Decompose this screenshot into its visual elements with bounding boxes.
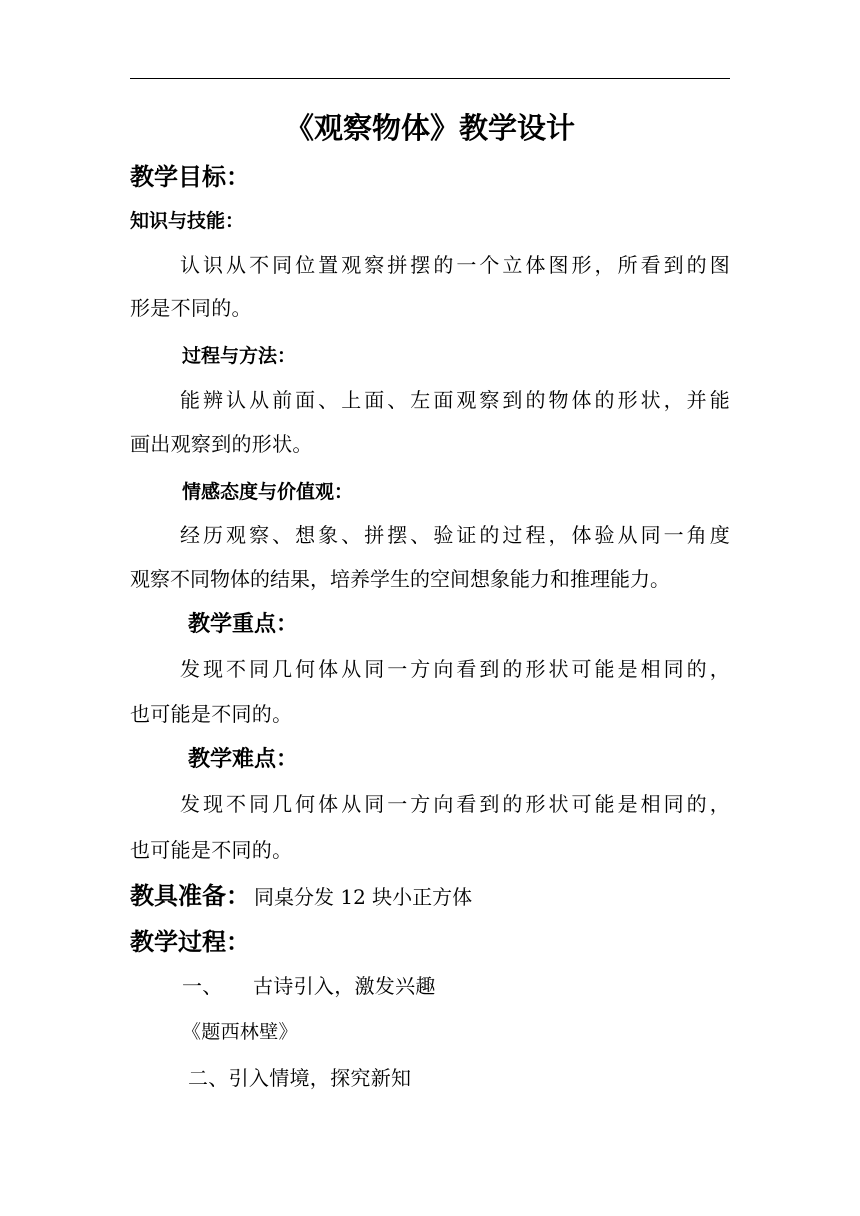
process-line-2: 画出观察到的形状。	[130, 432, 313, 456]
step1-text: 古诗引入，激发兴趣	[253, 974, 436, 998]
step2-text: 二、引入情境，探究新知	[188, 1066, 412, 1090]
materials-row	[130, 876, 472, 911]
emotion-heading: 情感态度与价值观：	[182, 481, 354, 503]
difficulties-line-2: 也可能是不同的。	[130, 838, 293, 862]
objectives-heading: 教学目标：	[130, 163, 250, 191]
difficulties-heading: 教学难点：	[188, 747, 299, 772]
key-points-line-2: 也可能是不同的。	[130, 702, 293, 726]
difficulties-line-1: 发现不同几何体从同一方向看到的形状可能是相同的，	[180, 792, 730, 816]
knowledge-heading: 知识与技能：	[130, 210, 245, 232]
key-points-line-1: 发现不同几何体从同一方向看到的形状可能是相同的，	[180, 657, 730, 681]
poem-title: 《题西林壁》	[182, 1021, 298, 1043]
materials-text: 同桌分发 12 块小正方体	[254, 885, 473, 909]
process-heading: 过程与方法：	[182, 345, 297, 367]
knowledge-line-1: 认识从不同位置观察拼摆的一个立体图形，所看到的图	[180, 253, 730, 277]
header-rule	[130, 78, 730, 79]
materials-heading: 教具准备：	[130, 882, 250, 910]
emotion-line-2: 观察不同物体的结果，培养学生的空间想象能力和推理能力。	[130, 567, 670, 591]
step1-number: 一、	[182, 974, 223, 998]
document-title: 《观察物体》教学设计	[284, 111, 575, 145]
process-section-heading: 教学过程：	[130, 928, 250, 956]
emotion-line-1: 经历观察、想象、拼摆、验证的过程，体验从同一角度	[180, 523, 730, 547]
key-points-heading: 教学重点：	[188, 612, 299, 637]
knowledge-line-2: 形是不同的。	[130, 296, 252, 320]
process-line-1: 能辨认从前面、上面、左面观察到的物体的形状，并能	[180, 388, 730, 412]
